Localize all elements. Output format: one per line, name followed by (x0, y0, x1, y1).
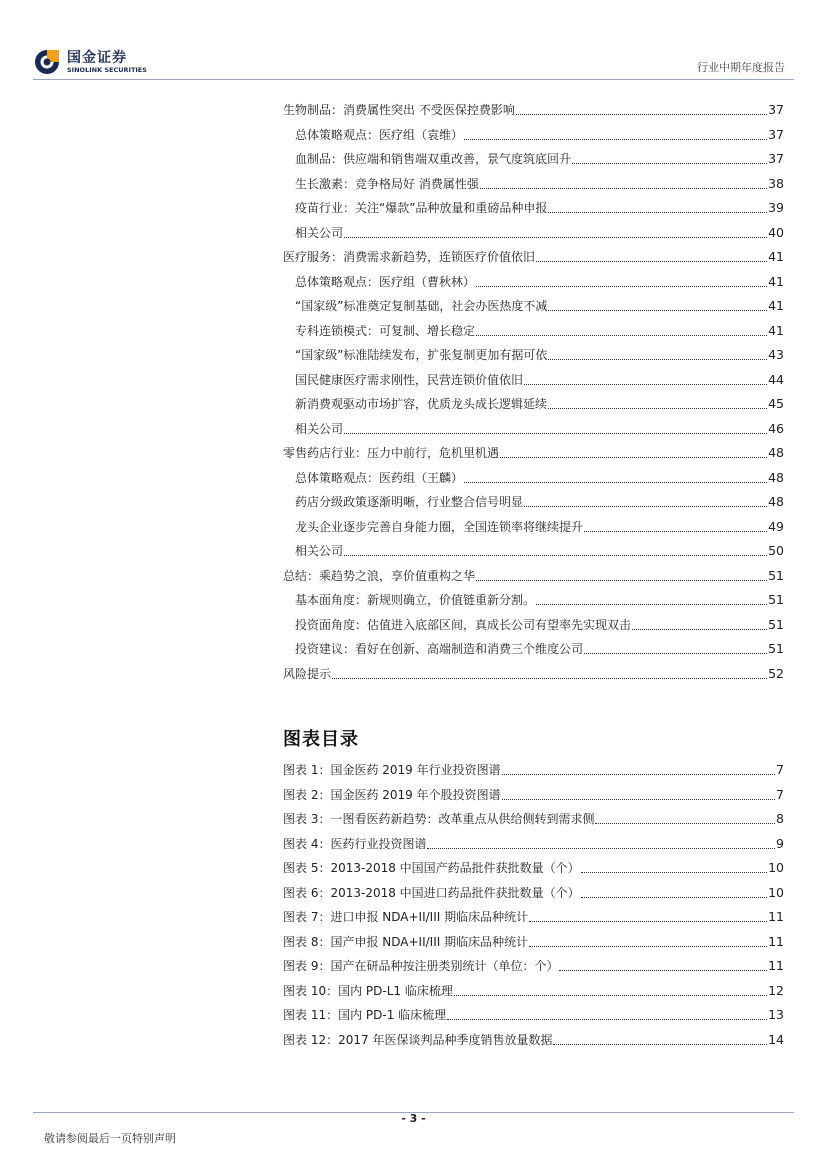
toc-entry-title: 相关公司 (295, 544, 344, 558)
figure-entry-page: 11 (768, 958, 784, 973)
dot-leader (480, 188, 767, 189)
toc-entry[interactable] (295, 492, 784, 510)
company-logo (33, 46, 147, 78)
toc-entry[interactable] (283, 664, 784, 682)
toc-entry-title: 生长激素：竞争格局好 消费属性强 (295, 176, 479, 191)
figure-entry-page: 11 (768, 933, 784, 949)
dot-leader (584, 653, 767, 654)
figure-entry-title: 图表 12：2017 年医保谈判品种季度销售放量数据 (283, 1032, 553, 1047)
toc-entry-page: 41 (768, 273, 784, 289)
toc-entry-page: 37 (768, 126, 784, 142)
toc-entry-page: 43 (768, 347, 784, 362)
toc-entry[interactable] (283, 247, 784, 265)
toc-entry-title: 投资面角度：估值进入底部区间，真成长公司有望率先实现双击 (295, 617, 632, 632)
figure-entry-page: 10 (768, 860, 784, 875)
figures-title: 图表目录 (283, 729, 359, 750)
dot-leader (548, 212, 767, 213)
figure-entry[interactable] (283, 1030, 784, 1048)
toc-entry[interactable] (295, 370, 784, 388)
dot-leader (529, 921, 767, 922)
toc-entry-title: 总体策略观点：医药组（王麟） (295, 470, 464, 485)
dot-leader (536, 604, 767, 605)
toc-entry-title: “国家级”标准陆续发布，扩张复制更加有据可依 (295, 348, 548, 362)
toc-entry[interactable] (283, 443, 784, 461)
dot-leader (559, 970, 767, 971)
toc-entry-page: 51 (768, 592, 784, 607)
toc-entry-page: 48 (768, 445, 784, 460)
figure-entry[interactable] (283, 1005, 784, 1023)
figure-entry[interactable] (283, 785, 784, 803)
toc-entry-page: 44 (768, 371, 784, 387)
toc-entry[interactable] (283, 566, 784, 584)
dot-leader (454, 995, 767, 996)
toc-entry[interactable] (295, 198, 784, 216)
dot-leader (581, 897, 767, 898)
toc-entry-title: 药店分级政策逐渐明晰，行业整合信号明显 (295, 495, 524, 509)
toc-entry[interactable] (295, 590, 784, 608)
figure-entry[interactable] (283, 932, 784, 950)
toc-entry-page: 38 (768, 175, 784, 191)
figure-entry-page: 12 (768, 982, 784, 998)
toc-entry-title: 疫苗行业：关注“爆款”品种放量和重磅品种申报 (295, 201, 548, 215)
dot-leader (572, 163, 767, 164)
toc-entry-page: 49 (768, 518, 784, 534)
dot-leader (464, 139, 767, 140)
toc-entry[interactable] (295, 639, 784, 657)
figure-entry[interactable] (283, 981, 784, 999)
toc-entry[interactable] (295, 419, 784, 437)
toc-entry[interactable] (295, 223, 784, 241)
dot-leader (464, 482, 767, 483)
toc-entry[interactable] (295, 345, 784, 363)
toc-entry[interactable] (295, 125, 784, 143)
dot-leader (344, 555, 767, 556)
toc-entry-page: 50 (768, 543, 784, 558)
toc-entry-title: 生物制品：消费属性突出 不受医保控费影响 (283, 103, 515, 117)
toc-entry[interactable] (295, 615, 784, 633)
figure-entry-title: 图表 9：国产在研品种按注册类别统计（单位：个） (283, 959, 559, 973)
dot-leader (536, 261, 767, 262)
toc-entry-title: 血制品：供应端和销售端双重改善，景气度筑底回升 (295, 152, 572, 166)
figure-entry-page: 11 (768, 909, 784, 924)
toc-entry[interactable] (295, 468, 784, 486)
dot-leader (529, 946, 767, 947)
figure-entry-page: 13 (768, 1007, 784, 1022)
dot-leader (476, 335, 767, 336)
toc-entry-page: 51 (768, 641, 784, 656)
toc-entry-title: 总体策略观点：医疗组（曹秋林） (295, 274, 476, 289)
figure-entry-title: 图表 8：国产申报 NDA+II/III 期临床品种统计 (283, 934, 529, 949)
dot-leader (553, 1044, 767, 1045)
dot-leader (344, 237, 767, 238)
figure-entry-title: 图表 10：国内 PD-L1 临床梳理 (283, 983, 453, 998)
toc-entry[interactable] (295, 517, 784, 535)
toc-entry-page: 37 (768, 151, 784, 166)
dot-leader (548, 310, 767, 311)
header-divider (33, 79, 794, 80)
figure-entry-page: 10 (768, 884, 784, 900)
figure-entry-page: 14 (768, 1031, 784, 1047)
figure-entry-title: 图表 4：医药行业投资图谱 (283, 836, 427, 851)
toc-entry[interactable] (295, 321, 784, 339)
figure-entry-title: 图表 7：进口申报 NDA+II/III 期临床品种统计 (283, 910, 529, 924)
dot-leader (632, 629, 767, 630)
toc-entry[interactable] (295, 272, 784, 290)
figure-entry[interactable] (283, 760, 784, 778)
report-type: 行业中期年度报告 (697, 61, 785, 74)
footer-disclaimer: 敬请参阅最后一页特别声明 (44, 1132, 176, 1145)
dot-leader (595, 823, 775, 824)
figure-entry-page: 9 (776, 835, 784, 851)
toc-entry[interactable] (295, 296, 784, 314)
toc-entry-page: 41 (768, 322, 784, 338)
dot-leader (524, 384, 767, 385)
figure-entry-title: 图表 1：国金医药 2019 年行业投资图谱 (283, 763, 501, 777)
dot-leader (502, 799, 775, 800)
figure-entry[interactable] (283, 809, 784, 827)
dot-leader (344, 433, 767, 434)
toc-entry-title: 基本面角度：新规则确立，价值链重新分割。 (295, 593, 536, 607)
toc-entry-page: 51 (768, 616, 784, 632)
toc-entry-page: 37 (768, 102, 784, 117)
figure-entry[interactable] (283, 956, 784, 974)
toc-entry-title: 相关公司 (295, 225, 344, 240)
toc-entry-page: 46 (768, 420, 784, 436)
figure-entry-title: 图表 3：一图看医药新趋势：改革重点从供给侧转到需求侧 (283, 812, 595, 826)
figure-entry-page: 7 (776, 762, 784, 777)
figure-entry[interactable] (283, 907, 784, 925)
toc-entry-title: “国家级”标准奠定复制基础，社会办医热度不减 (295, 299, 548, 313)
dot-leader (500, 457, 767, 458)
dot-leader (332, 678, 767, 679)
toc-entry-title: 新消费观驱动市场扩容，优质龙头成长逻辑延续 (295, 397, 548, 411)
toc-entry-title: 风险提示 (283, 666, 332, 681)
dot-leader (427, 848, 775, 849)
toc-entry-page: 41 (768, 298, 784, 313)
toc-entry-title: 零售药店行业：压力中前行，危机里机遇 (283, 446, 500, 460)
dot-leader (476, 580, 767, 581)
dot-leader (584, 531, 767, 532)
figure-entry[interactable] (283, 883, 784, 901)
dot-leader (524, 506, 767, 507)
toc-entry-page: 51 (768, 567, 784, 583)
toc-entry-page: 45 (768, 396, 784, 411)
logo-english-name: SINOLINK SECURITIES (67, 66, 147, 74)
dot-leader (548, 408, 767, 409)
toc-entry[interactable] (295, 541, 784, 559)
dot-leader (548, 359, 767, 360)
toc-entry-title: 相关公司 (295, 421, 344, 436)
toc-entry-page: 48 (768, 469, 784, 485)
toc-entry-title: 总结：乘趋势之浪，享价值重构之华 (283, 568, 476, 583)
toc-entry-title: 国民健康医疗需求刚性，民营连锁价值依旧 (295, 372, 524, 387)
figure-entry-page: 8 (776, 811, 784, 826)
toc-entry-title: 医疗服务：消费需求新趋势，连锁医疗价值依旧 (283, 250, 536, 264)
toc-entry-page: 39 (768, 200, 784, 215)
toc-entry[interactable] (295, 149, 784, 167)
figure-entry[interactable] (283, 858, 784, 876)
dot-leader (476, 286, 767, 287)
page-header (0, 0, 827, 80)
toc-entry-title: 总体策略观点：医疗组（袁维） (295, 127, 464, 142)
toc-entry-page: 41 (768, 249, 784, 264)
toc-entry-page: 40 (768, 224, 784, 240)
figure-entry-title: 图表 2：国金医药 2019 年个股投资图谱 (283, 787, 501, 802)
dot-leader (516, 114, 767, 115)
toc-entry[interactable] (283, 100, 784, 118)
toc-entry[interactable] (295, 394, 784, 412)
figure-entry-title: 图表 5：2013-2018 中国国产药品批件获批数量（个） (283, 861, 580, 875)
page-number: - 3 - (401, 1112, 426, 1125)
dot-leader (502, 774, 775, 775)
figure-entry[interactable] (283, 834, 784, 852)
logo-icon (33, 48, 61, 76)
figure-entry-page: 7 (776, 786, 784, 802)
toc-entry-title: 专科连锁模式：可复制、增长稳定 (295, 323, 476, 338)
figure-entry-title: 图表 6：2013-2018 中国进口药品批件获批数量（个） (283, 885, 580, 900)
dot-leader (581, 872, 767, 873)
toc-entry-page: 48 (768, 494, 784, 509)
toc-entry-title: 龙头企业逐步完善自身能力圈，全国连锁率将继续提升 (295, 519, 584, 534)
logo-chinese-name: 国金证券 (67, 50, 127, 66)
toc-entry-title: 投资建议：看好在创新、高端制造和消费三个维度公司 (295, 642, 584, 656)
toc-entry[interactable] (295, 174, 784, 192)
dot-leader (447, 1019, 767, 1020)
toc-entry-page: 52 (768, 665, 784, 681)
figure-entry-title: 图表 11：国内 PD-1 临床梳理 (283, 1008, 447, 1022)
